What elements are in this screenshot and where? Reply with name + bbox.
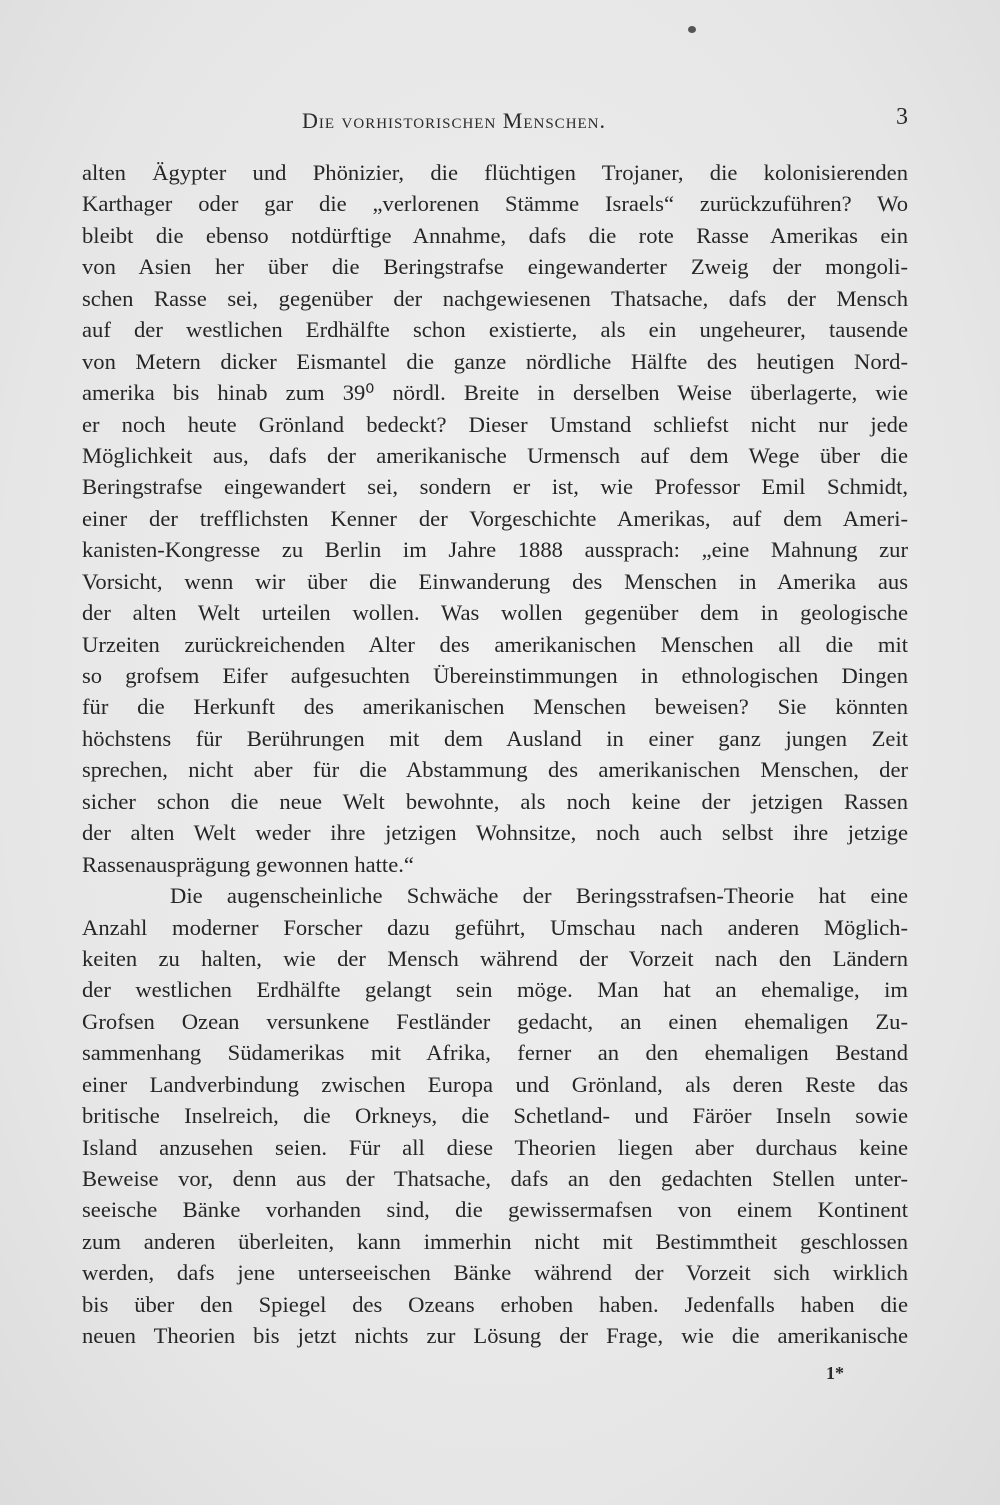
text-line: Urzeiten zurückreichenden Alter des amerikanischen Menschen all die mit — [82, 631, 908, 657]
text-line: Vorsicht, wenn wir über die Einwanderung des Menschen in Amerika aus — [82, 568, 908, 594]
paragraph-last-line: Rassenausprägung gewonnen hatte.“ — [82, 851, 414, 877]
text-line: keiten zu halten, wie der Mensch während der Vorzeit nach den Ländern — [82, 945, 908, 971]
text-line: amerika bis hinab zum 39⁰ nördl. Breite in derselben Weise überlagerte, wie — [82, 380, 908, 406]
text-line: bleibt die ebenso notdürftige Annahme, dafs die rote Rasse Amerikas ein — [82, 222, 908, 248]
ink-spot — [688, 26, 696, 33]
text-line: Beringstrafse eingewandert sei, sondern er ist, wie Professor Emil Schmidt, — [82, 474, 908, 500]
text-line: Möglichkeit aus, dafs der amerikanische Urmensch auf dem Wege über die — [82, 442, 908, 468]
page-number: 3 — [896, 104, 908, 130]
text-line: so grofsem Eifer aufgesuchten Übereinstimmungen in ethnologischen Dingen — [82, 663, 908, 688]
text-line: sprechen, nicht aber für die Abstammung des amerikanischen Menschen, der — [82, 757, 908, 783]
text-line: Karthager oder gar die „verlorenen Stämme Israels“ zurückzuführen? Wo — [82, 191, 908, 217]
text-line: zum anderen überleiten, kann immerhin nicht mit Bestimmtheit geschlossen — [82, 1228, 908, 1254]
page-header — [82, 104, 908, 138]
text-line: der alten Welt urteilen wollen. Was wollen gegenüber dem in geologische — [82, 600, 908, 626]
text-line: alten Ägypter und Phönizier, die flüchtigen Trojaner, die kolonisierenden — [82, 160, 908, 185]
text-line: für die Herkunft des amerikanischen Menschen beweisen? Sie könnten — [82, 694, 908, 720]
text-line: neuen Theorien bis jetzt nichts zur Lösung der Frage, wie die amerikanische — [82, 1323, 908, 1349]
body-text — [82, 157, 908, 1352]
text-line: sicher schon die neue Welt bewohnte, als noch keine der jetzigen Rassen — [82, 788, 908, 814]
paragraph-first-line: Die augenscheinliche Schwäche der Beringsstrafsen-Theorie hat eine — [170, 883, 908, 909]
text-line: von Asien her über die Beringstrafse eingewanderter Zweig der mongoli- — [82, 254, 908, 280]
text-line: britische Inselreich, die Orkneys, die Schetland- und Färöer Inseln sowie — [82, 1103, 908, 1129]
text-line: Anzahl moderner Forscher dazu geführt, Umschau nach anderen Möglich- — [82, 914, 908, 940]
text-line: höchstens für Berührungen mit dem Ausland in einer ganz jungen Zeit — [82, 725, 908, 751]
text-line: der alten Welt weder ihre jetzigen Wohnsitze, noch auch selbst ihre jetzige — [82, 820, 908, 846]
text-line: von Metern dicker Eismantel die ganze nördliche Hälfte des heutigen Nord- — [82, 348, 908, 374]
text-line: einer Landverbindung zwischen Europa und Grönland, als deren Reste das — [82, 1071, 908, 1097]
text-line: kanisten-Kongresse zu Berlin im Jahre 1888 aussprach: „eine Mahnung zur — [82, 537, 908, 563]
text-line: Beweise vor, denn aus der Thatsache, dafs an den gedachten Stellen unter- — [82, 1166, 908, 1191]
text-line: werden, dafs jene unterseeischen Bänke während der Vorzeit sich wirklich — [82, 1260, 908, 1286]
text-line: auf der westlichen Erdhälfte schon existierte, als ein ungeheurer, tausende — [82, 317, 908, 343]
text-line: schen Rasse sei, gegenüber der nachgewiesenen Thatsache, dafs der Mensch — [82, 285, 908, 311]
text-line: bis über den Spiegel des Ozeans erhoben haben. Jedenfalls haben die — [82, 1291, 908, 1317]
signature-mark: 1* — [826, 1363, 844, 1383]
text-line: Grofsen Ozean versunkene Festländer gedacht, an einen ehemaligen Zu- — [82, 1008, 908, 1034]
text-line: seeische Bänke vorhanden sind, die gewissermafsen von einem Kontinent — [82, 1197, 908, 1223]
text-line: sammenhang Südamerikas mit Afrika, ferner an den ehemaligen Bestand — [82, 1040, 908, 1066]
running-title: Die vorhistorischen Menschen. — [302, 108, 607, 133]
text-line: er noch heute Grönland bedeckt? Dieser Umstand schliefst nicht nur jede — [82, 411, 908, 437]
text-line: einer der trefflichsten Kenner der Vorgeschichte Amerikas, auf dem Ameri- — [82, 505, 908, 531]
text-line: Island anzusehen seien. Für all diese Theorien liegen aber durchaus keine — [82, 1134, 908, 1160]
text-line: der westlichen Erdhälfte gelangt sein möge. Man hat an ehemalige, im — [82, 977, 908, 1003]
